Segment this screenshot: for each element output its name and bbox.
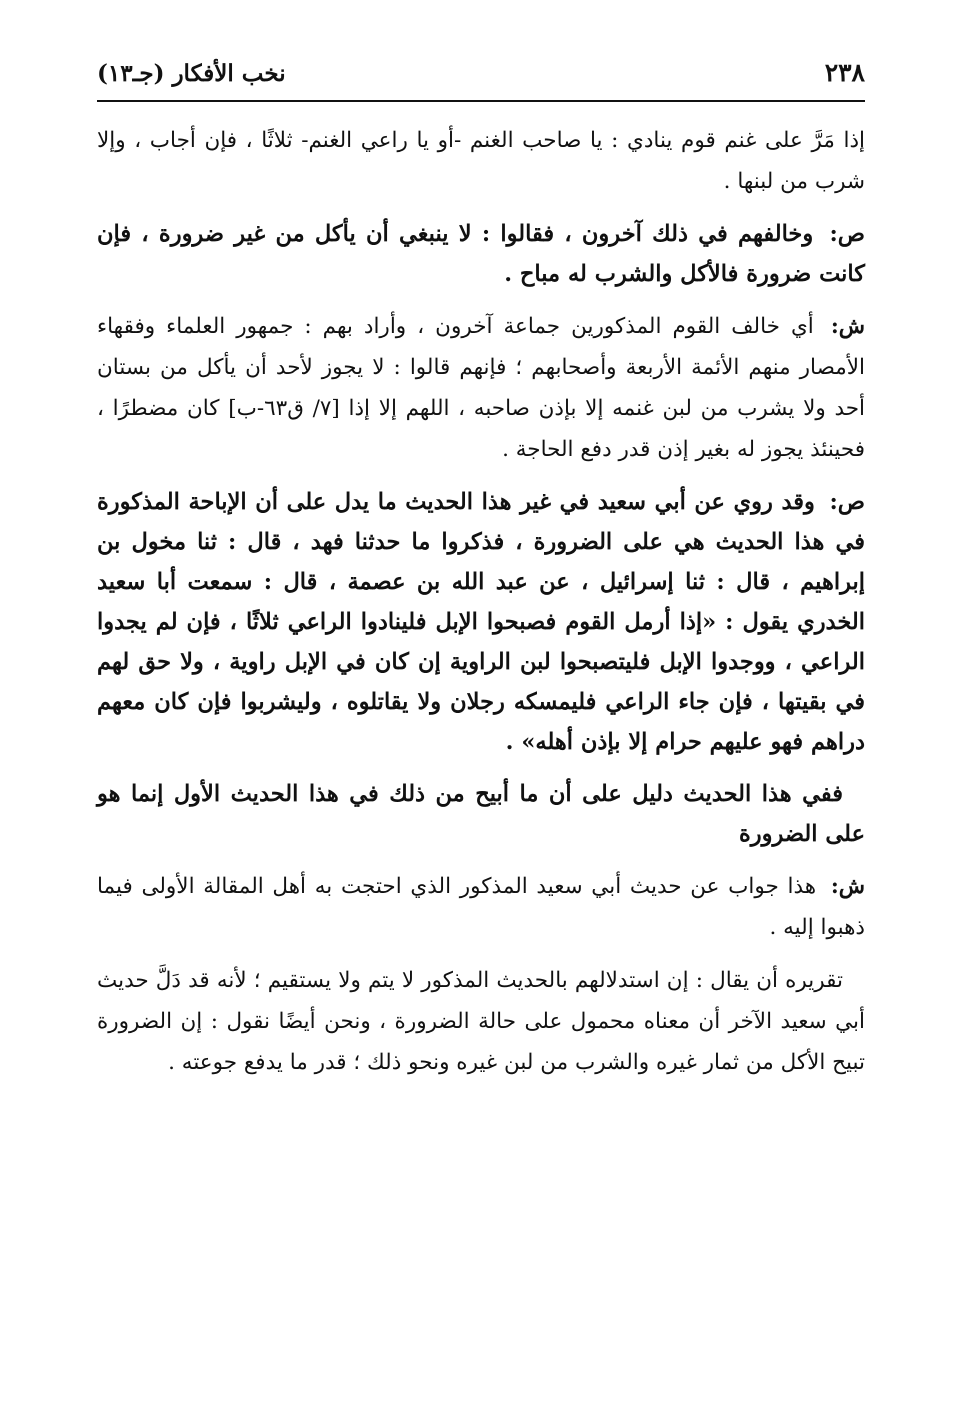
book-page (97, 58, 865, 1095)
paragraph-text: إذا مَرَّ على غنم قوم ينادي : يا صاحب الغنم -أو يا راعي الغنم- ثلاثًا ، فإن أجاب ، وإلا شرب من لبنها . (97, 128, 865, 194)
shin-marker: ش: (830, 314, 865, 339)
paragraph-6-shin (97, 866, 865, 948)
running-header (97, 58, 865, 102)
paragraph-3-shin (97, 306, 865, 470)
sad-marker: ص: (829, 489, 865, 515)
book-title: نخب الأفكار (جـ١٣) (97, 60, 286, 87)
paragraph-text: وقد روي عن أبي سعيد في غير هذا الحديث ما يدل على أن الإباحة المذكورة في هذا الحديث هي على الضرورة ، فذكروا ما حدثنا فهد ، قال : ثنا مخول بن إبراهيم ، قال : ثنا إسرائيل ، عن عبد الله بن عصمة ، قال : سمعت أبا سعيد الخدري يقول : «إذا أرمل القوم فصبحوا الإبل فلينادوا الراعي ثلاثًا ، فإن لم يجدوا الراعي ، ووجدوا الإبل فليتصبحوا لبن الراوية إن كان في الإبل راوية ، ولا حق لهم في بقيتها ، فإن جاء الراعي فليمسكه رجلان ولا يقاتلوه ، وليشربوا فإن كان معهم دراهم فهو عليهم حرام إلا بإذن أهله» . (97, 489, 865, 755)
paragraph-text: هذا جواب عن حديث أبي سعيد المذكور الذي احتجت به أهل المقالة الأولى فيما ذهبوا إليه . (97, 874, 865, 940)
paragraph-text: وخالفهم في ذلك آخرون ، فقالوا : لا ينبغي أن يأكل من غير ضرورة ، فإن كانت ضرورة فالأكل والشرب له مباح . (97, 221, 865, 287)
paragraph-1 (97, 120, 865, 202)
page-number: ٢٣٨ (824, 58, 865, 87)
sad-marker: ص: (829, 221, 865, 247)
shin-marker: ش: (830, 874, 865, 899)
paragraph-text: ففي هذا الحديث دليل على أن ما أبيح من ذلك في هذا الحديث الأول إنما هو على الضرورة (97, 781, 865, 847)
paragraph-text: تقريره أن يقال : إن استدلالهم بالحديث المذكور لا يتم ولا يستقيم ؛ لأنه قد دَلَّ حديث أبي سعيد الآخر أن معناه محمول على حالة الضرورة ، ونحن أيضًا نقول : إن الضرورة تبيح الأكل من ثمار غيره والشرب من لبن غيره ونحو ذلك ؛ قدر ما يدفع جوعته . (97, 968, 865, 1075)
page-body (97, 120, 865, 1083)
paragraph-7 (97, 960, 865, 1083)
paragraph-4-sad (97, 482, 865, 762)
paragraph-2-sad (97, 214, 865, 294)
paragraph-text: أي خالف القوم المذكورين جماعة آخرون ، وأراد بهم : جمهور العلماء وفقهاء الأمصار منهم الأئمة الأربعة وأصحابهم ؛ فإنهم قالوا : لا يجوز لأحد أن يأكل من بستان أحد ولا يشرب من لبن غنمه إلا بإذن صاحبه ، اللهم إلا إذا [٧/ ق٦٣-ب] كان مضطرًا ، فحينئذ يجوز له بغير إذن قدر دفع الحاجة . (97, 314, 865, 462)
paragraph-5 (97, 774, 865, 854)
